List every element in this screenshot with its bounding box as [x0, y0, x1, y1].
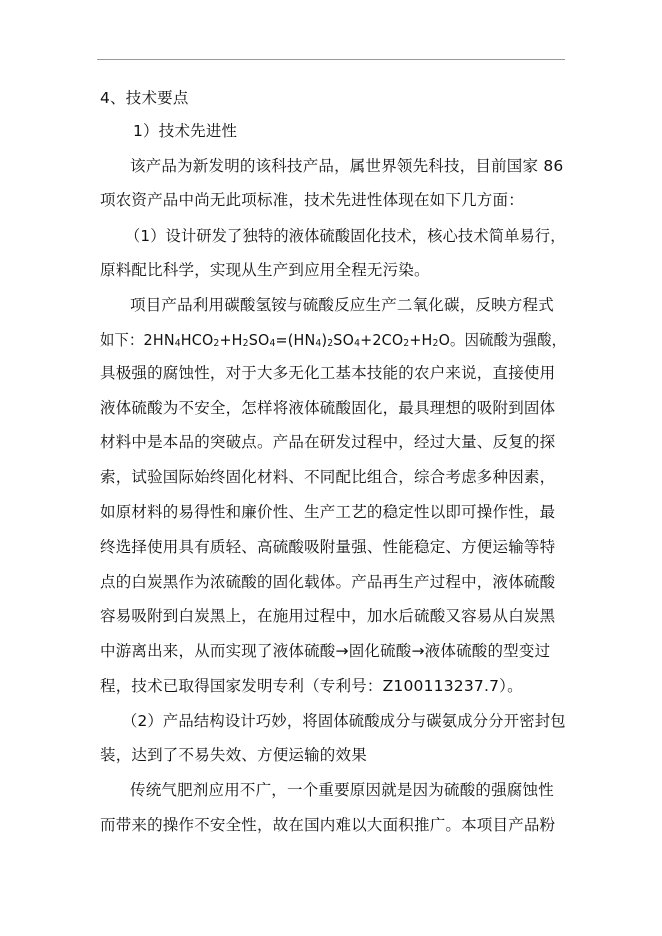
body-line: 该产品为新发明的该科技产品，属世界领先科技，目前国家 86 — [130, 157, 564, 175]
body-line: 液体硫酸为不安全，怎样将液体硫酸固化，最具理想的吸附到固体 — [100, 399, 556, 417]
body-line: 容易吸附到白炭黑上，在施用过程中，加水后硫酸又容易从白炭黑 — [100, 607, 556, 625]
body-line: 而带来的操作不安全性，故在国内难以大面积推广。本项目产品粉 — [100, 816, 556, 834]
equation-prefix: 如下： — [100, 331, 144, 349]
body-line: 装，达到了不易失效、方便运输的效果 — [100, 746, 367, 764]
body-line: 项农资产品中尚无此项标准，技术先进性体现在如下几方面： — [100, 191, 524, 209]
body-line: 终选择使用具有质轻、高硫酸吸附量强、性能稳定、方便运输等特 — [100, 538, 556, 556]
body-line: 原料配比科学，实现从生产到应用全程无污染。 — [100, 261, 430, 279]
equation-suffix: 。因硫酸为强酸， — [450, 331, 567, 349]
header-rule — [97, 59, 565, 60]
subsection-heading: 1）技术先进性 — [133, 122, 238, 140]
body-line: 具极强的腐蚀性，对于大多无化工基本技能的农户来说，直接使用 — [100, 364, 556, 382]
body-line: 程，技术已取得国家发明专利（专利号：Z100113237.7）。 — [100, 677, 523, 695]
body-line: 如原材料的易得性和廉价性、生产工艺的稳定性以即可操作性，最 — [100, 503, 556, 521]
body-line: 项目产品利用碳酸氢铵与硫酸反应生产二氧化碳，反映方程式 — [130, 296, 554, 314]
chemical-equation: $2HN_4HCO_2+H_2SO_4=(HN_4)_2SO_4+2CO_2+H_2O$ — [143, 331, 451, 349]
body-line: 点的白炭黑作为浓硫酸的固化载体。产品再生产过程中，液体硫酸 — [100, 573, 556, 591]
equation-line — [100, 330, 566, 350]
section-heading: 4、技术要点 — [100, 89, 189, 107]
body-line: 材料中是本品的突破点。产品在研发过程中，经过大量、反复的探 — [100, 433, 556, 451]
body-line: （1）设计研发了独特的液体硫酸固化技术，核心技术简单易行， — [125, 227, 566, 245]
body-line: （2）产品结构设计巧妙，将固体硫酸成分与碳氨成分分开密封包 — [122, 712, 566, 730]
body-line: 中游离出来，从而实现了液体硫酸→固化硫酸→液体硫酸的型变过 — [100, 642, 551, 660]
body-line: 传统气肥剂应用不广，一个重要原因就是因为硫酸的强腐蚀性 — [130, 781, 554, 799]
body-line: 索，试验国际始终固化材料、不同配比组合，综合考虑多种因素， — [100, 468, 556, 486]
